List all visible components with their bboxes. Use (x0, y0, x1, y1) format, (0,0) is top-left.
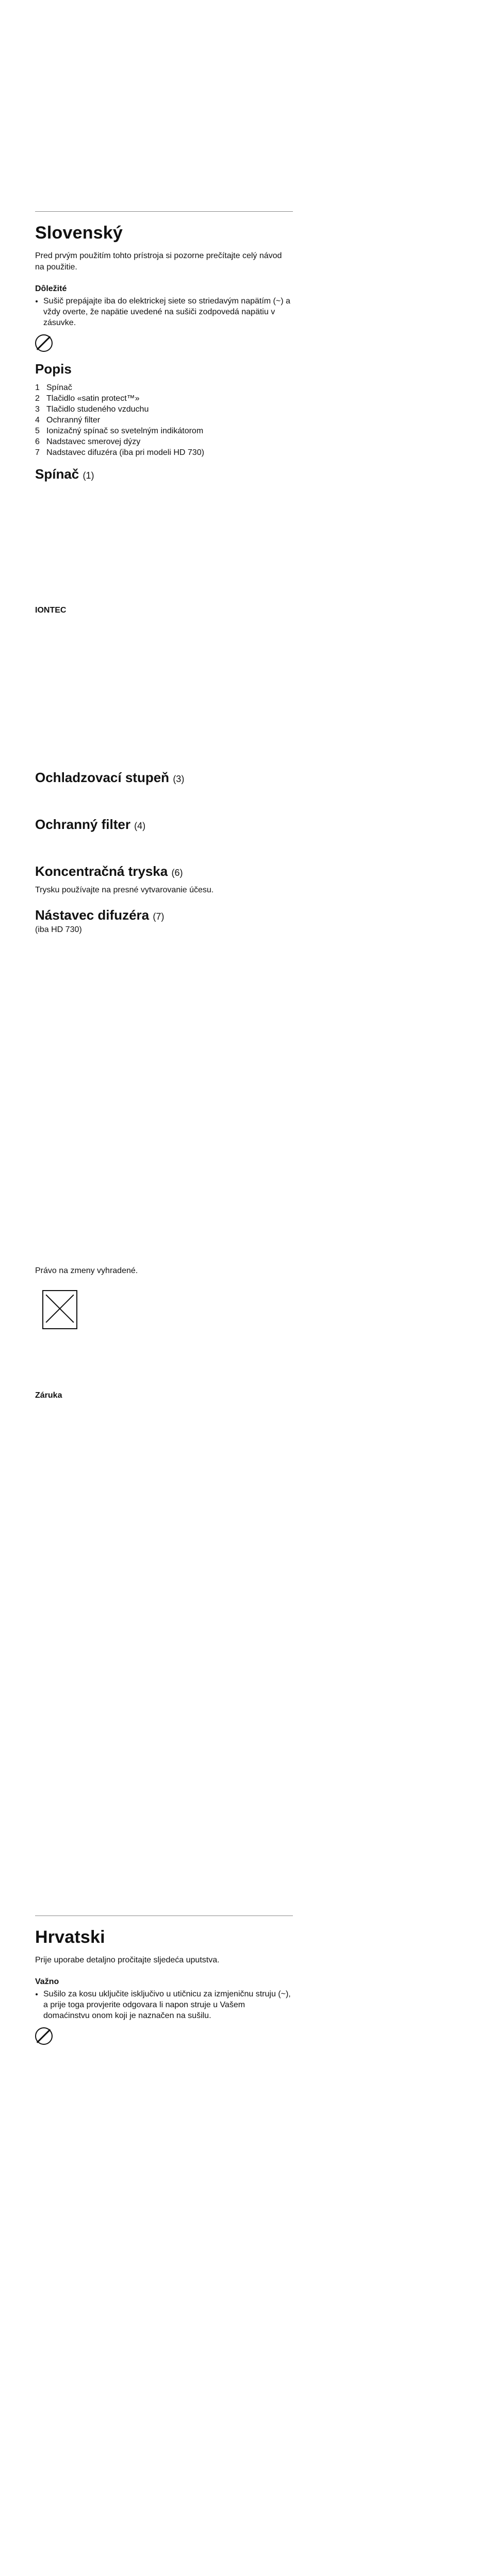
hr-important-label: Važno (35, 1977, 59, 1986)
sk-nozzle-heading: Koncentračná tryska (6) (35, 863, 183, 879)
section-divider (35, 211, 293, 212)
sk-change-text: Právo na zmeny vyhradené. (35, 1266, 138, 1275)
sk-warranty-heading: Záruka (35, 1391, 62, 1400)
sk-heading: Slovenský (35, 223, 123, 243)
sk-part-3: 3 Tlačidlo studeného vzduchu (35, 405, 149, 414)
sk-parts-heading: Popis (35, 361, 72, 377)
hr-heading: Hrvatski (35, 1927, 105, 1947)
sk-diffuser-heading: Nástavec difuzéra (7) (35, 907, 165, 923)
manual-page (35, 0, 293, 2047)
sk-important-list (35, 296, 293, 328)
sk-part-6: 6 Nadstavec smerovej dýzy (35, 437, 141, 446)
sk-part-5: 5 Ionizačný spínač so svetelným indikátorom (35, 427, 204, 435)
sk-important-item-1: • Sušič prepájajte iba do elektrickej siete so striedavým napätím (~) a vždy overte, že napätie uvedené na sušiči zodpovedá napätiu v zásuvke. (43, 296, 293, 328)
crossed-circle-icon (35, 334, 53, 352)
sk-diffuser-model: (iba HD 730) (35, 925, 82, 934)
sk-cool-heading: Ochladzovací stupeň (3) (35, 770, 185, 785)
sk-part-2: 2 Tlačidlo «satin protect™» (35, 394, 140, 403)
sk-intro: Pred prvým použitím tohto prístroja si pozorne prečítajte celý návod na použitie. (35, 251, 282, 272)
sk-part-4: 4 Ochranný filter (35, 416, 101, 425)
hr-important-list (35, 1989, 293, 2021)
hr-important-item-1: • Sušilo za kosu uključite isključivo u utičnicu za izmjeničnu struju (~), a prije toga provjerite odgovara li napon struje u Vašem domaćinstvu onom koji je naznačen na sušilu. (43, 1989, 293, 2021)
crossed-bin-icon (42, 1290, 77, 1329)
sk-filter-heading: Ochranný filter (4) (35, 817, 146, 832)
sk-disposal-block (35, 1288, 293, 1329)
sk-important-label: Dôležité (35, 284, 67, 293)
crossed-circle-icon (35, 2027, 53, 2045)
sk-part-1: 1 Spínač (35, 383, 72, 392)
sk-parts-list (35, 382, 293, 458)
sk-water-warning (35, 334, 293, 352)
hr-water-warning (35, 2027, 293, 2045)
sk-part-7: 7 Nadstavec difuzéra (iba pri modeli HD 730) (35, 448, 204, 457)
hr-intro: Prije uporabe detaljno pročitajte sljedeća uputstva. (35, 1956, 220, 1964)
sk-nozzle-text: Trysku používajte na presné vytvarovanie účesu. (35, 886, 214, 894)
sk-iontec-heading: IONTEC (35, 606, 67, 615)
sk-switch-heading: Spínač (1) (35, 466, 94, 482)
